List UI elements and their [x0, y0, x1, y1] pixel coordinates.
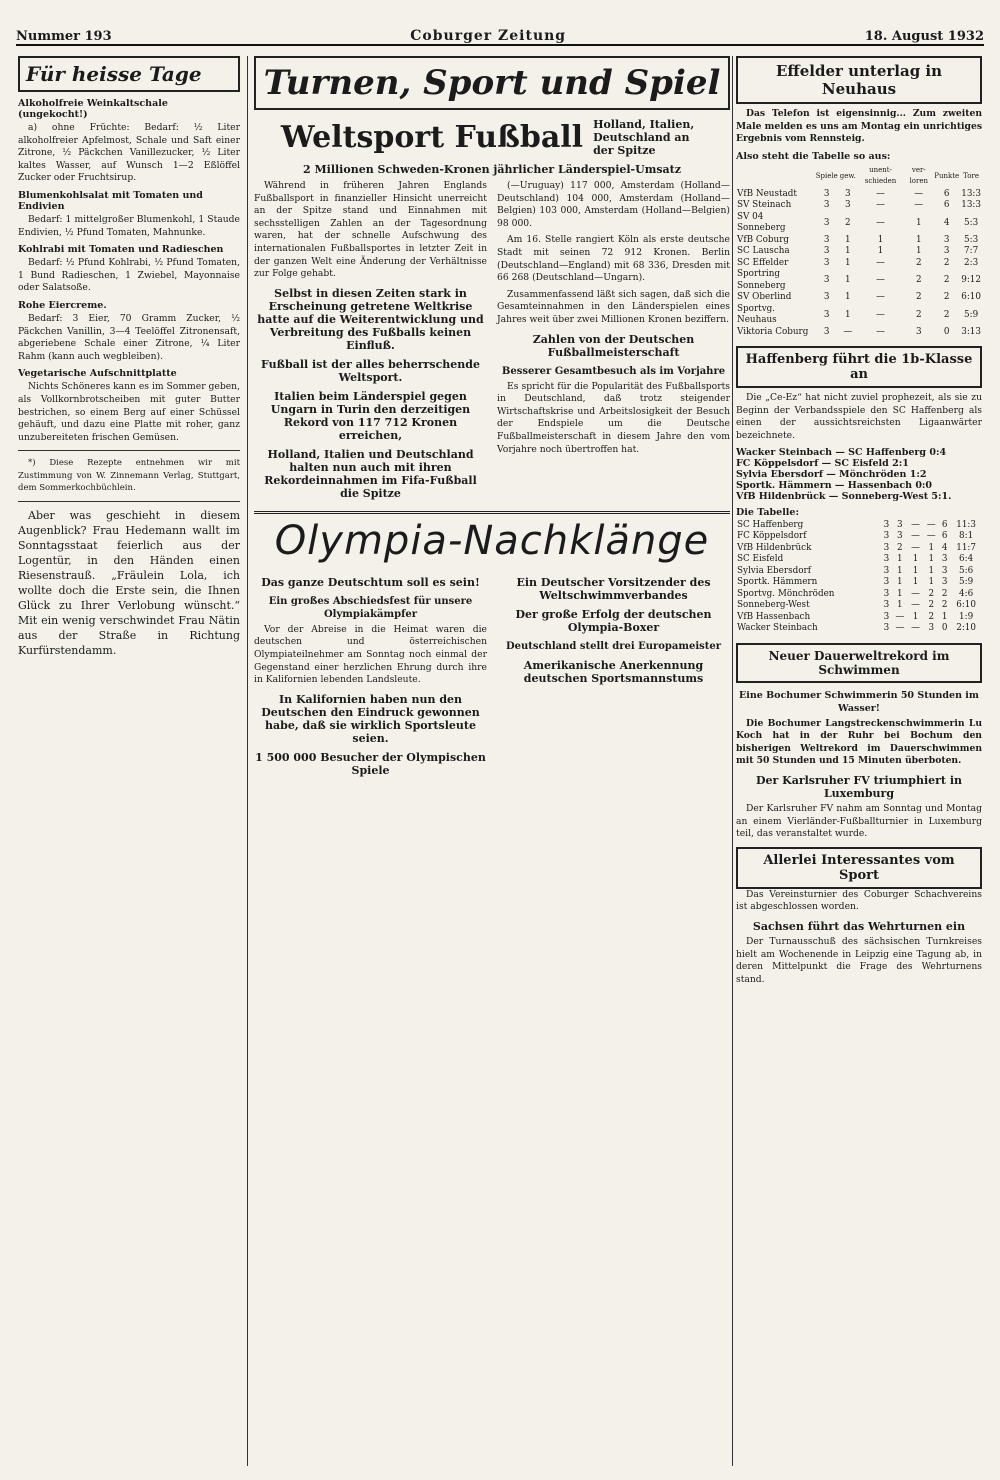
- headline-side: Holland, Italien, Deutschland an der Spitze: [593, 118, 695, 157]
- table-cell: SC Eisfeld: [737, 554, 784, 565]
- subheading: Sachsen führt das Wehrturnen ein: [752, 920, 966, 933]
- issue-date: 18. August 1932: [864, 29, 984, 44]
- table-cell: 0: [943, 326, 950, 337]
- table-cell: 1: [844, 275, 851, 286]
- sport-banner: Turnen, Sport und Spiel: [263, 63, 721, 103]
- table-row: [736, 520, 982, 532]
- table-cell: Sportvg. Mönchröden: [737, 588, 835, 599]
- table-cell: 3: [844, 200, 851, 211]
- table-cell: 6:4: [959, 554, 974, 565]
- table-cell: SV Oberlind: [737, 292, 792, 303]
- table-title: Die Tabelle:: [736, 506, 799, 518]
- table-header: Tore: [963, 171, 980, 180]
- table-cell: —: [895, 623, 905, 634]
- recipe-head: Rohe Eiercreme.: [18, 299, 107, 311]
- subheading: Italien beim Länderspiel gegen Ungarn in Turin den derzeitigen Rekord von 117 712 Kronen erreichen,: [270, 389, 471, 442]
- table-cell: 11:3: [956, 519, 976, 530]
- table-row: [736, 623, 982, 635]
- table-cell: 3: [883, 623, 890, 634]
- table-cell: 1: [877, 246, 884, 257]
- league-table-2: [736, 520, 982, 635]
- recipe-head: Alkoholfreie Weinkaltschale (ungekocht!): [18, 98, 168, 120]
- table-row: [736, 189, 982, 201]
- table-cell: —: [914, 188, 924, 199]
- table-cell: 1: [928, 577, 935, 588]
- article-col-a: [254, 180, 487, 503]
- table-row: [736, 327, 982, 339]
- table-header: unent-schieden: [864, 165, 897, 186]
- subheading: Deutschland stellt drei Europameister: [505, 640, 722, 652]
- table-cell: 1: [877, 234, 884, 245]
- table-cell: —: [911, 588, 920, 599]
- table-cell: 7:7: [964, 246, 979, 257]
- table-cell: 13:3: [961, 200, 981, 211]
- table-row: [736, 554, 982, 566]
- table-cell: 2: [915, 309, 922, 320]
- table-cell: 3: [883, 577, 890, 588]
- headline-sub: 2 Millionen Schweden-Kronen jährlicher Länderspiel-Umsatz: [302, 163, 682, 176]
- headline-allerlei: Allerlei Interessantes vom Sport: [736, 847, 982, 889]
- olympia-col-b: [497, 570, 730, 780]
- article-text: Zusammenfassend läßt sich sagen, daß sich die Gesamteinnahmen in den Länderspielen eines Jahres weit über zwei Millionen Kronen beziffern.: [497, 288, 730, 325]
- table-cell: SV 04 Sonneberg: [737, 211, 786, 234]
- table-cell: 8:1: [959, 531, 974, 542]
- headline-effelder: Effelder unterlag in Neuhaus: [736, 56, 982, 104]
- table-row: [736, 531, 982, 543]
- table-cell: 1: [897, 577, 903, 588]
- subheading: Zahlen von der Deutschen Fußballmeisterschaft: [532, 332, 695, 359]
- column-recipes: [18, 56, 240, 1466]
- league-table-1: [736, 164, 982, 339]
- table-cell: VfB Coburg: [737, 234, 790, 245]
- table-row: [736, 589, 982, 601]
- table-cell: Sportring Sonneberg: [737, 269, 786, 291]
- serial-story: Aber was geschieht in diesem Augenblick? Frau Hedemann wallt im Sonntagsstaat feierlich aus der Logentür, in den Händen einen Riesenstrauß. „Fräulein Lola, ich wollte doch die Erste sein, die Ihnen Glück zu Ihrer Verlobung wünscht.“ Mit ein wenig verschwindet Frau Nätin aus der Straße in Richtung Kurfürstendamm.: [18, 509, 240, 658]
- table-title: Also steht die Tabelle so aus:: [736, 150, 891, 162]
- masthead: [16, 24, 984, 46]
- table-cell: 6:10: [961, 292, 981, 303]
- table-cell: —: [911, 623, 920, 634]
- table-cell: 6: [941, 531, 948, 542]
- table-cell: 3:13: [961, 326, 981, 337]
- newspaper-title: Coburger Zeitung: [410, 28, 567, 44]
- match-result: Sportk. Hämmern — Hassenbach 0:0: [736, 479, 933, 491]
- table-row: [736, 246, 982, 258]
- table-cell: 3: [823, 275, 830, 286]
- article-text: Während in früheren Jahren Englands Fußballsport in finanzieller Hinsicht unerreicht an der Spitze stand und Einnahmen mit sechsstelligen Zahlen an der Tagesordnung waren, hat der schnelle Aufschwung des internationalen Fußballsportes in letzter Zeit in der ganzen Welt eine Änderung der Verhältnisse zur Folge gehabt.: [254, 180, 487, 280]
- table-cell: 3: [897, 519, 903, 530]
- subheading: Besserer Gesamtbesuch als im Vorjahre: [501, 365, 726, 377]
- recipes-title: Für heisse Tage: [26, 62, 202, 86]
- match-result: Wacker Steinbach — SC Haffenberg 0:4: [736, 446, 947, 458]
- table-cell: —: [911, 542, 920, 553]
- table-cell: —: [876, 217, 885, 228]
- table-cell: 1: [844, 257, 851, 268]
- table-cell: 1: [941, 611, 948, 622]
- table-cell: 3: [941, 554, 948, 565]
- article-text: Am 16. Stelle rangiert Köln als erste deutsche Stadt mit seinen 72 912 Kronen. Berlin (Deutschland—England) mit 68 336, Dresden mit 66 268 (Deutschland—Ungarn).: [497, 234, 730, 284]
- table-cell: 2:3: [964, 257, 979, 268]
- table-header: Punkte: [934, 171, 960, 180]
- table-cell: 3: [823, 200, 830, 211]
- table-cell: 1:9: [959, 611, 974, 622]
- column-rule: [732, 56, 733, 1466]
- table-row: [736, 543, 982, 555]
- table-cell: 3: [823, 257, 830, 268]
- table-cell: —: [876, 292, 885, 303]
- article-text: Der Turnausschuß des sächsischen Turnkreises hielt am Wochenende in Leipzig eine Tagung ab, in deren Mittelpunkt die Frage des Wehrturnens stand.: [736, 936, 982, 985]
- table-cell: 2: [941, 600, 948, 611]
- recipe-text: a) ohne Früchte: Bedarf: ½ Liter alkoholfreier Apfelmost, Schale und Saft einer Zitrone, ½ Päckchen Vanillezucker, ½ Liter kaltes Wasser, auf Wunsch 1—2 Eßlöffel Zucker oder Fruchtsirup.: [18, 122, 240, 184]
- table-cell: 1: [915, 217, 922, 228]
- table-row: [736, 212, 982, 235]
- table-cell: 2:10: [956, 623, 976, 634]
- olympia-title: Olympia-Nachklänge: [274, 517, 710, 564]
- table-cell: 1: [844, 309, 851, 320]
- issue-number: Nummer 193: [16, 29, 112, 44]
- table-cell: —: [876, 309, 885, 320]
- table-cell: 3: [943, 246, 950, 257]
- table-cell: 2: [897, 542, 903, 553]
- subheading: Der große Erfolg der deutschen Olympia-Boxer: [515, 607, 712, 634]
- article-text: Die Bochumer Langstreckenschwimmerin Lu Koch hat in der Ruhr bei Bochum den bisherigen Weltrekord im Dauerschwimmen mit 50 Stunden und 15 Minuten überboten.: [736, 717, 982, 767]
- article-col-b: [497, 180, 730, 503]
- recipe-footnote: *) Diese Rezepte entnehmen wir mit Zustimmung von W. Zinnemann Verlag, Stuttgart, dem Sommerkochbüchlein.: [18, 458, 240, 494]
- recipe-head: Vegetarische Aufschnittplatte: [18, 368, 177, 380]
- table-cell: Viktoria Coburg: [737, 326, 809, 337]
- table-cell: 2: [928, 611, 935, 622]
- subheading: Eine Bochumer Schwimmerin 50 Stunden im Wasser!: [739, 689, 979, 714]
- subheading: Amerikanische Anerkennung deutschen Sportsmannstums: [523, 658, 704, 685]
- table-cell: —: [911, 531, 920, 542]
- recipe-head: Blumenkohlsalat mit Tomaten und Endivien: [18, 189, 203, 212]
- table-cell: 3: [823, 246, 830, 257]
- table-cell: 3: [883, 565, 890, 576]
- article-text: Es spricht für die Popularität des Fußballsports in Deutschland, daß trotz steigender Wirtschaftskrise und Arbeitslosigkeit der Besuch der Endspiele um die Deutsche Fußballmeisterschaft in diesem Jahre den vom Vorjahre noch übertroffen hat.: [497, 380, 730, 455]
- table-cell: 6:10: [956, 600, 976, 611]
- recipe-text: Bedarf: 3 Eier, 70 Gramm Zucker, ½ Päckchen Vanillin, 3—4 Teelöffel Zitronensaft, abgeriebene Schale einer Zitrone, ¼ Liter Rahm (kann auch wegbleiben).: [18, 312, 240, 362]
- article-lead: Das Telefon ist eigensinnig... Zum zweiten Male melden es uns am Montag ein unrichtiges Ergebnis vom Rennsteig.: [736, 108, 982, 145]
- table-cell: —: [843, 326, 853, 337]
- table-row: [736, 612, 982, 624]
- table-row: [736, 600, 982, 612]
- article-text: Vor der Abreise in die Heimat waren die deutschen und österreichischen Olympiateilnehmer am Sonntag noch einmal der Gegenstand einer herzlichen Ehrung durch ihre in Kalifornien lebenden Landsleute.: [254, 623, 487, 686]
- table-cell: 1: [844, 234, 851, 245]
- table-cell: 3: [883, 542, 890, 553]
- table-cell: 1: [915, 246, 922, 257]
- table-cell: Sylvia Ebersdorf: [737, 565, 812, 576]
- table-cell: 3: [823, 234, 830, 245]
- table-cell: —: [895, 611, 905, 622]
- table-cell: —: [926, 531, 936, 542]
- table-row: [736, 235, 982, 247]
- table-cell: —: [911, 600, 920, 611]
- table-cell: 5:3: [964, 234, 979, 245]
- table-cell: 1: [915, 234, 922, 245]
- table-cell: 2: [915, 257, 922, 268]
- table-cell: 2: [943, 292, 950, 303]
- table-cell: 2: [941, 588, 948, 599]
- table-cell: 13:3: [961, 188, 981, 199]
- article-text: Der Karlsruher FV nahm am Sonntag und Montag an einem Vierländer-Fußballturnier in Luxemburg teil, das veranstaltet wurde.: [736, 803, 982, 840]
- headline-haffenberg: Haffenberg führt die 1b-Klasse an: [736, 346, 982, 388]
- table-cell: —: [926, 519, 936, 530]
- table-cell: 3: [883, 588, 890, 599]
- table-cell: 9:12: [961, 275, 981, 286]
- results-list: [736, 447, 982, 502]
- table-cell: 1: [897, 600, 903, 611]
- table-cell: 4:6: [959, 588, 974, 599]
- table-cell: VfB Hildenbrück: [737, 542, 812, 553]
- table-cell: 1: [912, 577, 919, 588]
- table-cell: —: [876, 326, 885, 337]
- table-cell: 2: [943, 275, 950, 286]
- headline-swimming: Neuer Dauerweltrekord im Schwimmen: [736, 643, 982, 683]
- table-cell: 1: [912, 554, 919, 565]
- subheading: 1 500 000 Besucher der Olympischen Spiele: [255, 750, 486, 777]
- table-row: [736, 566, 982, 578]
- table-cell: 3: [883, 519, 890, 530]
- column-rule: [247, 56, 248, 1466]
- table-cell: 5:9: [964, 309, 979, 320]
- recipe-text: Bedarf: 1 mittelgroßer Blumenkohl, 1 Staude Endivien, ½ Pfund Tomaten, Mahnunke.: [18, 213, 240, 238]
- table-cell: 3: [883, 531, 890, 542]
- table-header: ver-loren: [909, 165, 929, 186]
- table-cell: 11:7: [956, 542, 976, 553]
- table-cell: —: [876, 257, 885, 268]
- recipe-text: Nichts Schöneres kann es im Sommer geben, als Vollkornbrotscheiben mit guter Butter bestrichen, so einem Berg auf einer Schüssel gehäuft, und dazu eine Platte mit roher, ganz unzubereiteten frischen Gemüsen.: [18, 381, 240, 443]
- table-cell: 3: [915, 326, 922, 337]
- table-cell: FC Köppelsdorf: [737, 531, 807, 542]
- subheading: Ein großes Abschiedsfest für unsere Olympiakämpfer: [268, 595, 473, 620]
- match-result: Sylvia Ebersdorf — Mönchröden 1:2: [736, 468, 927, 480]
- table-cell: SC Haffenberg: [737, 519, 804, 530]
- table-cell: 1: [928, 542, 935, 553]
- table-cell: 6: [941, 519, 948, 530]
- table-header: Spiele: [815, 171, 838, 180]
- table-cell: 3: [941, 565, 948, 576]
- table-cell: 1: [912, 611, 919, 622]
- table-cell: —: [914, 200, 924, 211]
- table-cell: 1: [844, 246, 851, 257]
- table-cell: 3: [897, 531, 903, 542]
- table-cell: 3: [823, 326, 830, 337]
- table-row: [736, 304, 982, 327]
- table-cell: 3: [823, 217, 830, 228]
- table-cell: VfB Hassenbach: [737, 611, 811, 622]
- table-cell: 1: [897, 554, 903, 565]
- table-cell: 3: [883, 600, 890, 611]
- subheading: Ein Deutscher Vorsitzender des Weltschwimmverbandes: [516, 575, 711, 602]
- headline-main: Weltsport Fußball: [280, 120, 584, 155]
- table-cell: 3: [941, 577, 948, 588]
- table-cell: 2: [915, 292, 922, 303]
- match-result: FC Köppelsdorf — SC Eisfeld 2:1: [736, 457, 909, 469]
- table-cell: 2: [928, 588, 935, 599]
- table-row: [736, 269, 982, 292]
- subheading: Der Karlsruher FV triumphiert in Luxemburg: [755, 774, 963, 801]
- recipe-head: Kohlrabi mit Tomaten und Radieschen: [18, 244, 224, 256]
- table-cell: Sonneberg-West: [737, 600, 810, 611]
- subheading: In Kalifornien haben nun den Deutschen den Eindruck gewonnen habe, daß sie wirklich Sportsleute seien.: [261, 692, 480, 745]
- table-cell: 3: [928, 623, 935, 634]
- table-cell: VfB Neustadt: [737, 188, 797, 199]
- table-cell: —: [876, 200, 885, 211]
- column-sport: [254, 56, 730, 1466]
- table-cell: 1: [928, 565, 935, 576]
- table-cell: 3: [823, 309, 830, 320]
- table-cell: 0: [941, 623, 948, 634]
- table-cell: 6: [943, 188, 950, 199]
- table-cell: 5:6: [959, 565, 974, 576]
- table-cell: Wacker Steinbach: [737, 623, 818, 634]
- table-cell: 3: [883, 611, 890, 622]
- article-text: (—Uruguay) 117 000, Amsterdam (Holland—Deutschland) 104 000, Amsterdam (Holland—Belgien) 103 000, Amsterdam (Holland—Belgien) 98 000.: [497, 180, 730, 229]
- table-cell: 2: [915, 275, 922, 286]
- subheading: Selbst in diesen Zeiten stark in Erscheinung getretene Weltkrise hatte auf die Weiterentwicklung und Verbreitung des Fußballs keinen Einfluß.: [257, 286, 484, 352]
- column-local-sport: [736, 56, 982, 1466]
- table-cell: 2: [844, 217, 851, 228]
- table-cell: 3: [844, 188, 851, 199]
- table-row: [736, 577, 982, 589]
- table-row: [736, 200, 982, 212]
- subheading: Holland, Italien und Deutschland halten nun auch mit ihren Rekordeinnahmen im Fifa-Fußball die Spitze: [264, 447, 477, 500]
- table-cell: 3: [943, 234, 950, 245]
- table-cell: —: [876, 275, 885, 286]
- table-cell: 4: [941, 542, 948, 553]
- table-cell: 1: [912, 565, 919, 576]
- recipe-text: Bedarf: ½ Pfund Kohlrabi, ½ Pfund Tomaten, 1 Bund Radieschen, 1 Zwiebel, Mayonnaise oder Salatsoße.: [18, 257, 240, 294]
- table-cell: 3: [883, 554, 890, 565]
- table-cell: 5:9: [959, 577, 974, 588]
- table-cell: 2: [943, 257, 950, 268]
- table-cell: —: [876, 188, 885, 199]
- table-cell: —: [911, 519, 920, 530]
- table-cell: 2: [943, 309, 950, 320]
- table-row: [736, 258, 982, 270]
- subheading: Fußball ist der alles beherrschende Weltsport.: [261, 357, 480, 384]
- table-header: gew.: [839, 171, 856, 180]
- table-cell: 1: [897, 565, 903, 576]
- subheading: Das ganze Deutschtum soll es sein!: [261, 575, 480, 589]
- match-result: VfB Hildenbrück — Sonneberg-West 5:1.: [736, 490, 952, 502]
- table-cell: Sportk. Hämmern: [737, 577, 818, 588]
- article-lead: Die „Ce-Ez“ hat nicht zuviel prophezeit, als sie zu Beginn der Verbandsspiele den SC Haffenberg als einen der aussichtsreichsten Ligaanwärter bezeichnete.: [736, 392, 982, 442]
- table-cell: 3: [823, 292, 830, 303]
- table-cell: 2: [928, 600, 935, 611]
- olympia-col-a: [254, 570, 487, 780]
- table-cell: 4: [943, 217, 950, 228]
- table-cell: 1: [928, 554, 935, 565]
- table-cell: 1: [897, 588, 903, 599]
- table-cell: 6: [943, 200, 950, 211]
- table-cell: SC Effelder: [737, 257, 789, 268]
- table-cell: SV Steinach: [737, 200, 792, 211]
- table-cell: 1: [844, 292, 851, 303]
- table-cell: Sportvg. Neuhaus: [737, 303, 777, 326]
- table-row: [736, 292, 982, 304]
- article-text: Das Vereinsturnier des Coburger Schachvereins ist abgeschlossen worden.: [736, 888, 982, 913]
- table-cell: SC Lauscha: [737, 246, 790, 257]
- table-cell: 5:3: [964, 217, 979, 228]
- table-cell: 3: [823, 188, 830, 199]
